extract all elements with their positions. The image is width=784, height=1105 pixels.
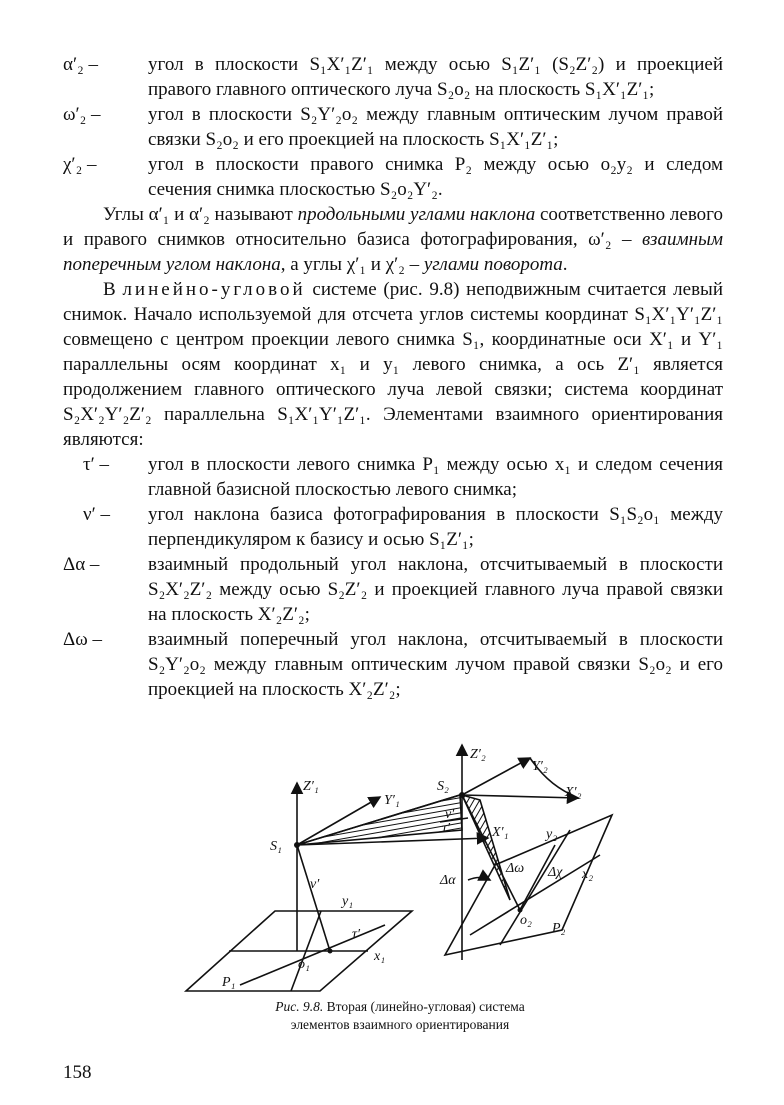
caption-line1: Вторая (линейно-угловая) система — [323, 999, 525, 1014]
definition-symbol: α′₂ – — [63, 54, 98, 75]
label-chi: Δχ — [548, 865, 563, 880]
label-nu: ν′ — [445, 807, 455, 822]
text-run: системе (рис. 9.8) неподвижным считается левый снимок. Начало используемой для отсчета углов системы координат S₁X′₁Y′₁Z′₁ совмещено с центром проекции левого снимка S₁, координатные оси X′₁ и Y′₁ параллельны осям координат x₁ и y₁ левого снимка, а ось Z′₁ является продолжением главного оптического луча левой связки; система координат S₂X′₂Y′₂Z′₂ параллельна S₁X′₁Y′₁Z′₁. Элементами взаимного ориентирования являются: — [63, 279, 723, 450]
page-number: 158 — [63, 1062, 92, 1083]
element-symbol: ν′ – — [83, 504, 110, 525]
italic-term: продольными углами наклона — [297, 204, 536, 225]
label-s1: S₁ — [270, 839, 282, 854]
left-ray-o1 — [297, 845, 330, 951]
italic-term: углами поворота — [423, 254, 563, 275]
element-text: взаимный поперечный угол наклона, отсчитываемый в плоскости S₂Y′₂o₂ между главным оптическим лучом правой связки S₂o₂ и его проекцией на плоскость X′₂Z′₂; — [148, 629, 723, 700]
point-s1 — [294, 842, 300, 848]
label-x2p: X′₂ — [565, 785, 582, 800]
label-x1p: X′₁ — [492, 825, 509, 840]
label-o2: o₂ — [520, 913, 532, 928]
axis-x2 — [470, 855, 600, 935]
right-image-plane — [445, 815, 612, 955]
label-o1: o₁ — [298, 957, 310, 972]
caption-line2: элементов взаимного ориентирования — [290, 1017, 510, 1032]
axis-y2p — [462, 758, 530, 795]
element-symbol: Δα – — [63, 554, 100, 575]
text-run: , а углы χ′₁ и χ′₂ – — [280, 254, 424, 275]
text-run: Углы α′₁ и α′₂ называют — [103, 204, 298, 225]
point-o2 — [518, 908, 523, 913]
element-symbol: τ′ – — [83, 454, 110, 475]
label-y2: y₂ — [546, 827, 558, 842]
axis-x2p — [462, 795, 578, 798]
element-text: угол в плоскости левого снимка P₁ между осью x₁ и следом сечения главной базисной плоскостью левого снимка; — [148, 454, 723, 500]
label-y1p: Y′₁ — [384, 793, 400, 808]
label-tau: τ′ — [442, 821, 451, 836]
label-z2: Z′₂ — [470, 747, 486, 762]
right-principal-ray — [462, 795, 520, 910]
definition-text: угол в плоскости S₁X′₁Z′₁ между осью S₁Z′₁ (S₂Z′₂) и проекцией правого главного оптического луча S₂o₂ на плоскость S₁X′₁Z′₁; — [148, 54, 723, 100]
label-nu-left: ν′ — [310, 877, 320, 892]
label-p2: P₂ — [552, 921, 566, 936]
caption-prefix: Рис. 9.8. — [275, 999, 324, 1014]
label-x2: x₂ — [582, 867, 594, 882]
element-text: взаимный продольный угол наклона, отсчитываемый в плоскости S₂X′₂Z′₂ между осью S₂Z′₂ и проекцией главного луча правой связки на плоскость X′₂Z′₂; — [148, 554, 723, 625]
point-s2 — [459, 792, 465, 798]
element-text: угол наклона базиса фотографирования в плоскости S₁S₂o₁ между перпендикуляром к базису и осью S₁Z′₁; — [148, 504, 723, 550]
italic-term: взаимным поперечным углом наклона — [63, 229, 723, 275]
label-z1: Z′₁ — [303, 779, 319, 794]
label-y1: y₁ — [342, 894, 354, 909]
spaced-term: линейно-угловой — [122, 279, 306, 300]
definition-symbol: ω′₂ – — [63, 104, 101, 125]
definition-text: угол в плоскости S₂Y′₂o₂ между главным оптическим лучом правой связки S₂o₂ и его проекцией на плоскость S₁X′₁Z′₁; — [148, 104, 723, 150]
label-omega: Δω — [506, 861, 525, 876]
text-run: соответственно левого и правого снимков относительно базиса фотографирования, ω′₂ – — [63, 204, 723, 250]
label-s2: S₂ — [437, 779, 449, 794]
point-o1 — [328, 949, 333, 954]
text-run: В — [103, 279, 123, 300]
text-run: . — [562, 254, 568, 275]
definition-text: угол в плоскости правого снимка P₂ между осью o₂y₂ и следом сечения снимка плоскостью S₂o₂Y′₂. — [148, 154, 723, 200]
label-tau-low: τ′ — [352, 927, 361, 942]
label-dalpha: Δα — [440, 873, 456, 888]
figure-caption — [200, 998, 600, 1034]
definition-symbol: χ′₂ – — [63, 154, 97, 175]
label-x1: x₁ — [374, 949, 386, 964]
label-y2p: Y′₂ — [532, 759, 548, 774]
label-p1: P₁ — [222, 975, 236, 990]
element-symbol: Δω – — [63, 629, 102, 650]
